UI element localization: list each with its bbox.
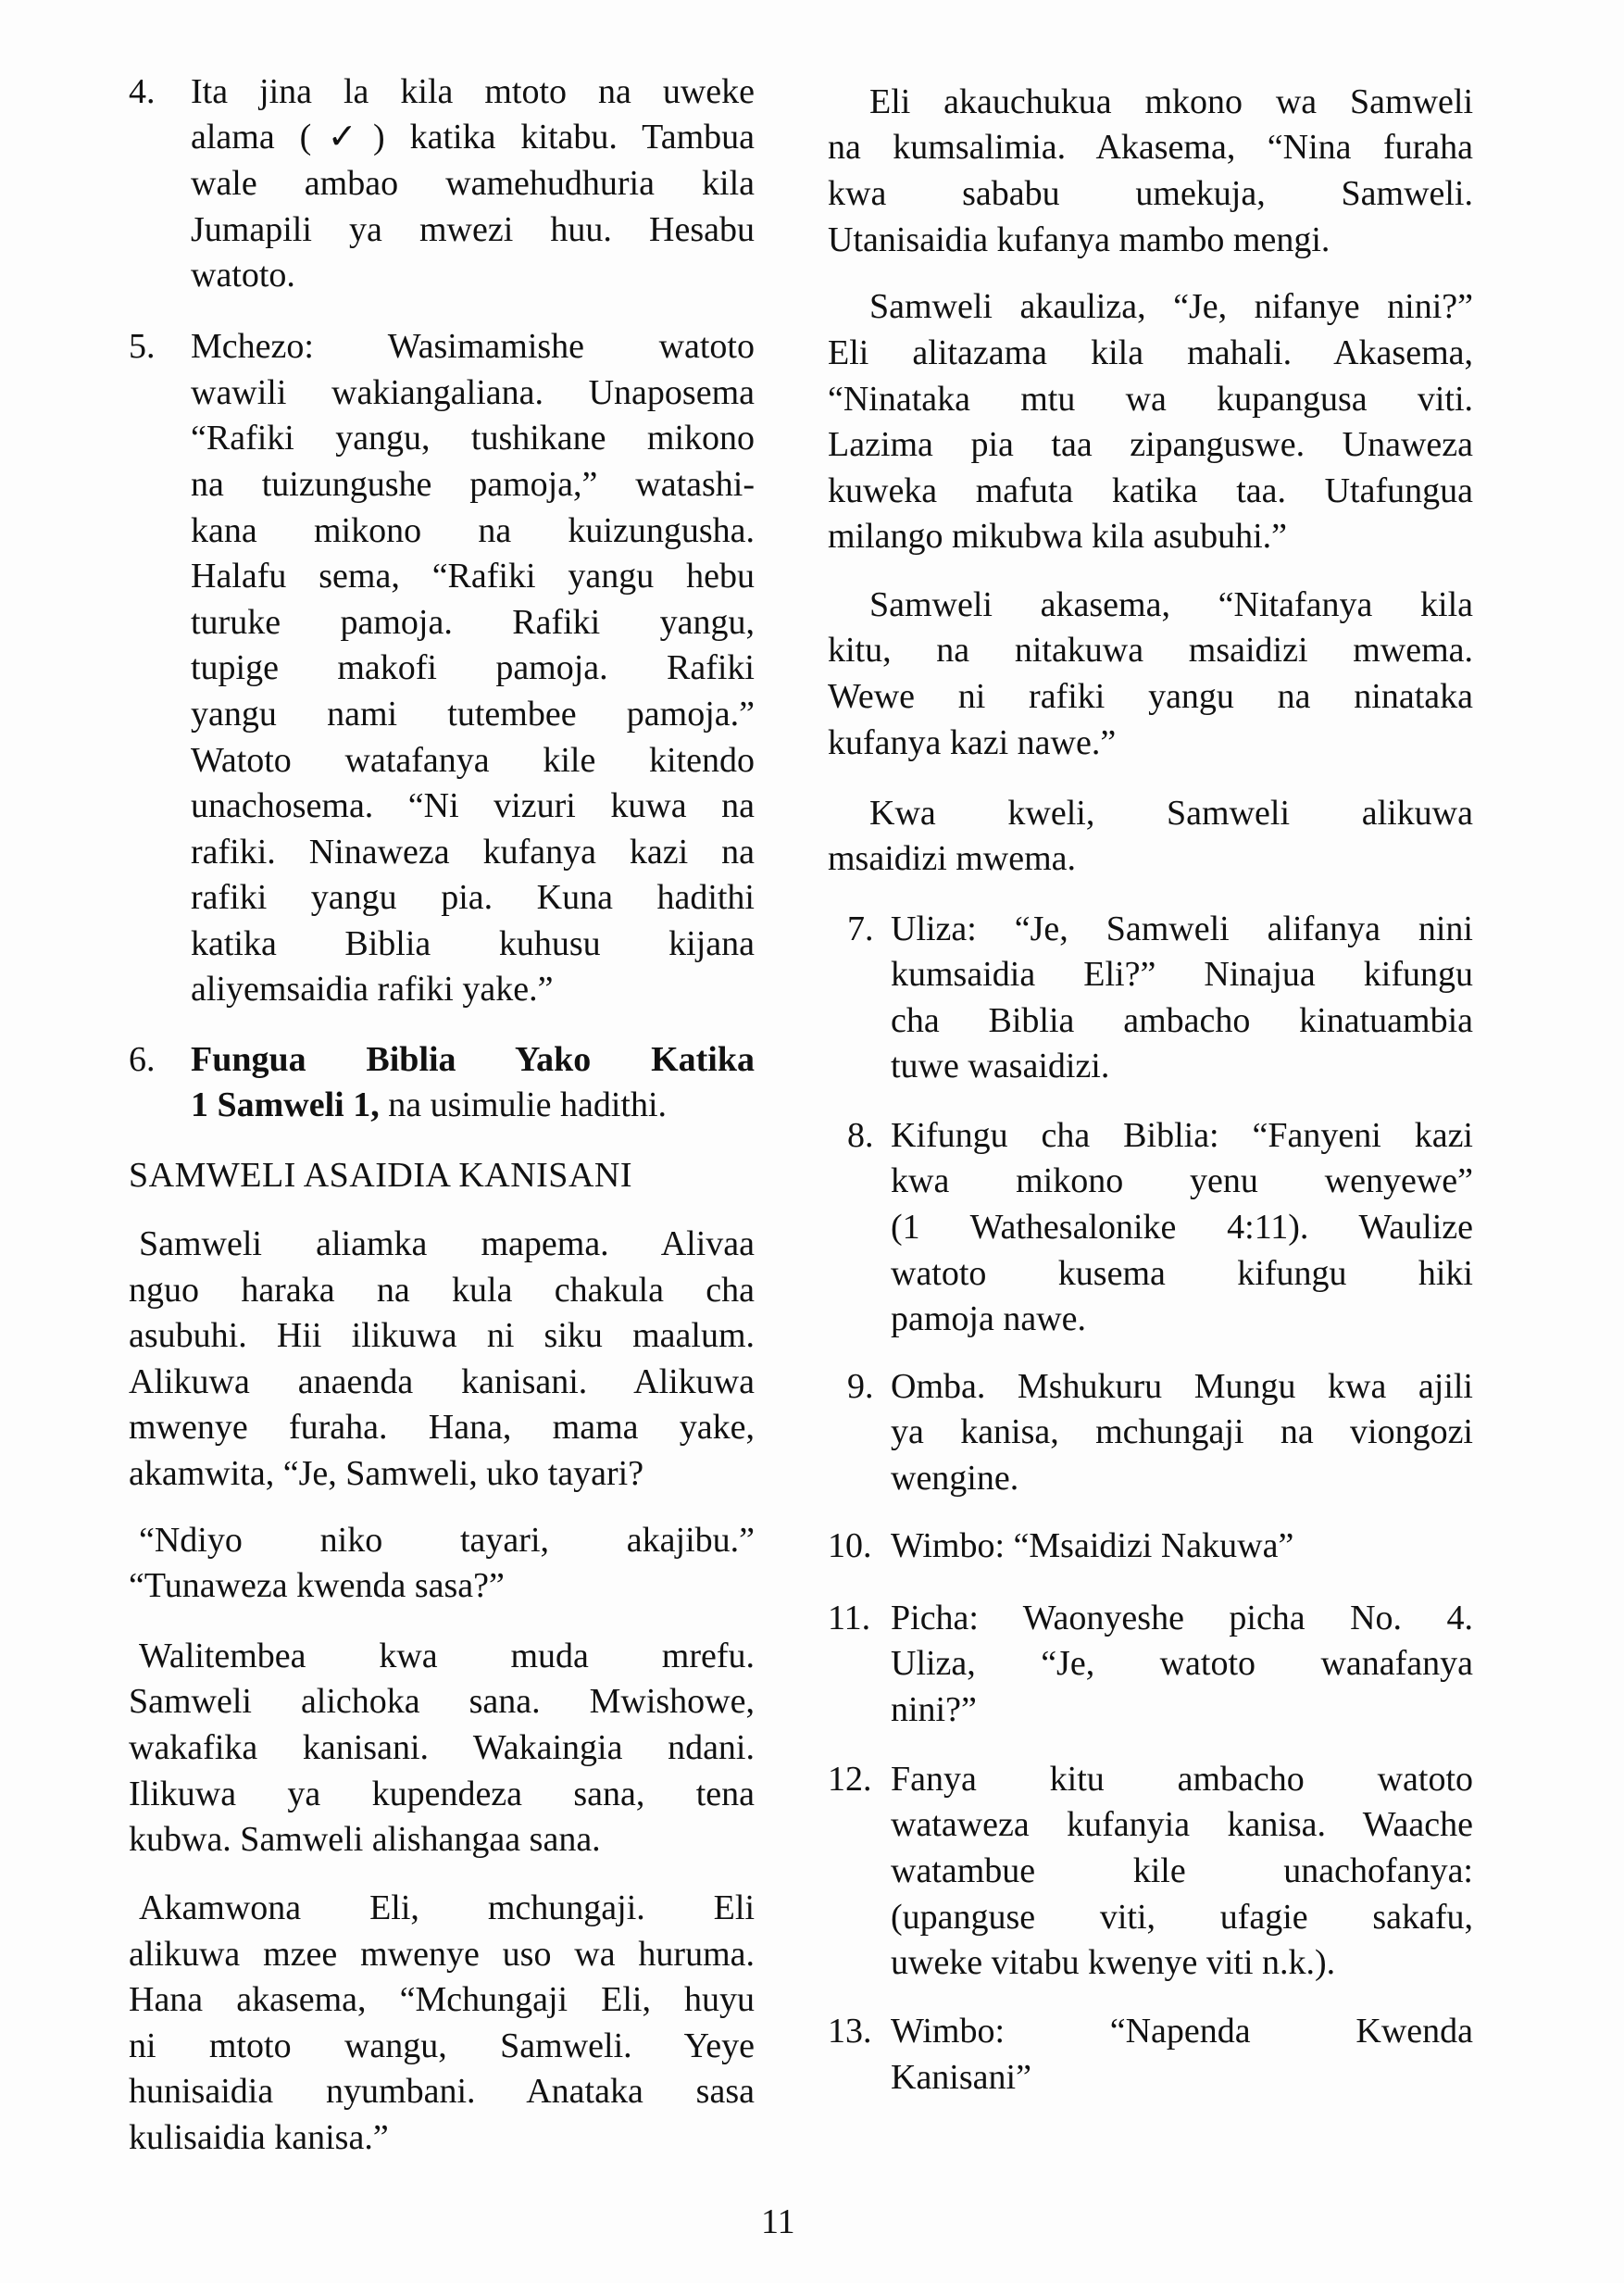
text-line: alikuwa mzee mwenye uso wa huruma. bbox=[129, 1934, 755, 1974]
text-line: Samweli alichoka sana. Mwishowe, bbox=[129, 1682, 755, 1722]
text-line: wale ambao wamehudhuria kila bbox=[191, 163, 755, 203]
list-item-right-item12 bbox=[891, 1757, 1473, 1987]
text-line: wawili wakiangaliana. Unaposema bbox=[191, 372, 755, 412]
text-line: rafiki yangu pia. Kuna hadithi bbox=[191, 878, 755, 918]
text-line: “Rafiki yangu, tushikane mikono bbox=[191, 419, 755, 458]
text-line: Alikuwa anaenda kanisani. Alikuwa bbox=[129, 1361, 755, 1401]
text-line: Walitembea kwa muda mrefu. bbox=[139, 1636, 755, 1675]
text-line: Hana akasema, “Mchungaji Eli, huyu bbox=[129, 1980, 755, 2020]
text-line: Wewe ni rafiki yangu na ninataka bbox=[828, 676, 1473, 716]
text-line: kulisaidia kanisa.” bbox=[129, 2118, 389, 2158]
paragraph-right-para4 bbox=[828, 791, 1473, 883]
list-item-left-item6 bbox=[191, 1037, 755, 1129]
text-line: wengine. bbox=[891, 1458, 1019, 1498]
text-line: “Ninataka mtu wa kupangusa viti. bbox=[828, 379, 1473, 419]
item-number: 11. bbox=[828, 1598, 871, 1637]
text-line: (upanguse viti, ufagie sakafu, bbox=[891, 1897, 1473, 1937]
paragraph-right-para1 bbox=[828, 80, 1473, 263]
text-line: Watoto watafanya kile kitendo bbox=[191, 740, 755, 780]
text-line: watambue kile unachofanya: bbox=[891, 1850, 1473, 1890]
text-line: Kanisani” bbox=[891, 2057, 1031, 2097]
text-line: akamwita, “Je, Samweli, uko tayari? bbox=[129, 1453, 644, 1493]
text-segment: na usimulie hadithi. bbox=[379, 1085, 668, 1125]
text-line: Samweli aliamka mapema. Alivaa bbox=[139, 1223, 755, 1263]
paragraph-left-para1 bbox=[129, 1222, 755, 1498]
list-item-right-item10 bbox=[891, 1524, 1473, 1570]
text-line: ni mtoto wangu, Samweli. Yeye bbox=[129, 2026, 755, 2065]
text-line: kubwa. Samweli alishangaa sana. bbox=[129, 1820, 601, 1860]
bold-reference: 1 Samweli 1, bbox=[191, 1085, 380, 1125]
text-line: “Ndiyo niko tayari, akajibu.” bbox=[139, 1520, 755, 1560]
text-line: katika Biblia kuhusu kijana bbox=[191, 923, 755, 963]
text-line: Wimbo: “Napenda Kwenda bbox=[891, 2012, 1473, 2051]
page-number: 11 bbox=[761, 2202, 795, 2241]
text-line: kana mikono na kuizungusha. bbox=[191, 510, 755, 550]
text-line: kitu, na nitakuwa msaidizi mwema. bbox=[828, 631, 1473, 671]
list-item-right-item7 bbox=[891, 907, 1473, 1090]
text-line: Samweli akasema, “Nitafanya kila bbox=[869, 584, 1473, 624]
text-line: milango mikubwa kila asubuhi.” bbox=[828, 517, 1288, 557]
text-line: turuke pamoja. Rafiki yangu, bbox=[191, 602, 755, 642]
text-line: (1 Wathesalonike 4:11). Waulize bbox=[891, 1208, 1473, 1247]
list-item-right-item11 bbox=[891, 1596, 1473, 1734]
text-line: uweke vitabu kwenye viti n.k.). bbox=[891, 1943, 1336, 1983]
item-number: 7. bbox=[847, 909, 874, 948]
text-line: watoto kusema kifungu hiki bbox=[891, 1253, 1473, 1293]
text-line: kwa sababu umekuja, Samweli. bbox=[828, 173, 1473, 213]
text-line: hunisaidia nyumbani. Anataka sasa bbox=[129, 2072, 755, 2112]
text-line: kwa mikono yenu wenyewe” bbox=[891, 1161, 1473, 1201]
list-item-right-item13 bbox=[891, 2009, 1473, 2101]
text-line: Utanisaidia kufanya mambo mengi. bbox=[828, 220, 1330, 259]
text-line: Kifungu cha Biblia: “Fanyeni kazi bbox=[891, 1115, 1473, 1155]
text-line: msaidizi mwema. bbox=[828, 839, 1077, 879]
text-line: Eli alitazama kila mahali. Akasema, bbox=[828, 333, 1473, 373]
item-number: 6. bbox=[129, 1039, 156, 1079]
text-line: mwenye furaha. Hana, mama yake, bbox=[129, 1408, 755, 1448]
text-line: yangu nami tutembee pamoja.” bbox=[191, 694, 755, 734]
text-line: na kumsalimia. Akasema, “Nina furaha bbox=[828, 128, 1473, 168]
text-line: Ilikuwa ya kupendeza sana, tena bbox=[129, 1774, 755, 1813]
text-line: Samweli akauliza, “Je, nifanye nini?” bbox=[869, 287, 1473, 327]
item-number: 4. bbox=[129, 71, 156, 111]
text-line: Omba. Mshukuru Mungu kwa ajili bbox=[891, 1366, 1473, 1406]
text-line: Picha: Waonyeshe picha No. 4. bbox=[891, 1598, 1473, 1637]
list-item-right-item8 bbox=[891, 1113, 1473, 1343]
list-item-left-item4 bbox=[191, 69, 755, 299]
text-line: Fanya kitu ambacho watoto bbox=[891, 1759, 1473, 1799]
list-item-right-item9 bbox=[891, 1364, 1473, 1502]
text-line: Ita jina la kila mtoto na uweke bbox=[191, 71, 755, 111]
text-line: na tuizungushe pamoja,” watashi- bbox=[191, 464, 755, 504]
item-number: 5. bbox=[129, 327, 156, 367]
text-line: cha Biblia ambacho kinatuambia bbox=[891, 1000, 1473, 1040]
text-line: Mchezo: Wasimamishe watoto bbox=[191, 327, 755, 367]
paragraph-right-para2 bbox=[828, 284, 1473, 560]
text-line: Jumapili ya mwezi huu. Hesabu bbox=[191, 209, 755, 249]
text-line: ya kanisa, mchungaji na viongozi bbox=[891, 1412, 1473, 1452]
text-line: wakafika kanisani. Wakaingia ndani. bbox=[129, 1727, 755, 1767]
text-line: Uliza, “Je, watoto wanafanya bbox=[891, 1644, 1473, 1684]
text-line: Akamwona Eli, mchungaji. Eli bbox=[139, 1888, 755, 1928]
text-line bbox=[191, 1083, 755, 1129]
section-heading: SAMWELI ASAIDIA KANISANI bbox=[129, 1155, 632, 1195]
item-number: 9. bbox=[847, 1366, 874, 1406]
text-line: alama (✓) katika kitabu. Tambua bbox=[191, 118, 755, 157]
text-line: wataweza kufanyia kanisa. Waache bbox=[891, 1805, 1473, 1845]
paragraph-left-para2 bbox=[129, 1518, 755, 1610]
text-line: kumsaidia Eli?” Ninajua kifungu bbox=[891, 955, 1473, 995]
text-line: nini?” bbox=[891, 1689, 977, 1729]
text-line: tuwe wasaidizi. bbox=[891, 1047, 1110, 1086]
text-line: Uliza: “Je, Samweli alifanya nini bbox=[891, 909, 1473, 948]
text-line: Halafu sema, “Rafiki yangu hebu bbox=[191, 557, 755, 596]
text-line: Lazima pia taa zipanguswe. Unaweza bbox=[828, 425, 1473, 465]
text-line: Wimbo: “Msaidizi Nakuwa” bbox=[891, 1526, 1294, 1566]
text-line: Eli akauchukua mkono wa Samweli bbox=[869, 82, 1473, 121]
item-number: 12. bbox=[828, 1759, 872, 1799]
text-line: tupige makofi pamoja. Rafiki bbox=[191, 648, 755, 688]
text-line: nguo haraka na kula chakula cha bbox=[129, 1270, 755, 1310]
text-line: asubuhi. Hii ilikuwa ni siku maalum. bbox=[129, 1316, 755, 1356]
text-line: pamoja nawe. bbox=[891, 1299, 1087, 1339]
list-item-left-item5 bbox=[191, 324, 755, 1013]
text-line: unachosema. “Ni vizuri kuwa na bbox=[191, 786, 755, 826]
text-line: kufanya kazi nawe.” bbox=[828, 722, 1117, 762]
text-line: watoto. bbox=[191, 256, 295, 295]
text-line: aliyemsaidia rafiki yake.” bbox=[191, 970, 554, 1010]
item-number: 13. bbox=[828, 2012, 872, 2051]
text-line: Kwa kweli, Samweli alikuwa bbox=[869, 793, 1473, 833]
paragraph-left-para4 bbox=[129, 1886, 755, 2162]
text-line: kuweka mafuta katika taa. Utafungua bbox=[828, 470, 1473, 510]
paragraph-left-para3 bbox=[129, 1634, 755, 1863]
text-line: rafiki. Ninaweza kufanya kazi na bbox=[191, 832, 755, 872]
text-line: “Tunaweza kwenda sasa?” bbox=[129, 1566, 505, 1606]
paragraph-right-para3 bbox=[828, 583, 1473, 766]
text-line: Fungua Biblia Yako Katika bbox=[191, 1039, 755, 1079]
item-number: 10. bbox=[828, 1526, 872, 1566]
item-number: 8. bbox=[847, 1115, 874, 1155]
